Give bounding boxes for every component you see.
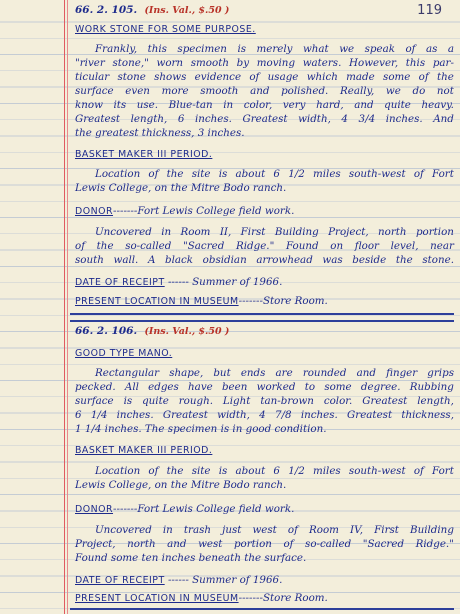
provenance-line: south wall. A black obsidian arrowhead was beside the stone. — [75, 254, 454, 266]
description-line: Greatest length, 6 inches. Greatest width, 4 3/4 inches. And — [75, 113, 454, 125]
museum-location-label: PRESENT LOCATION IN MUSEUM — [75, 296, 239, 307]
location-line: Location of the site is about 6 1/2 miles south-west of Fort — [95, 465, 454, 477]
museum-location-row: PRESENT LOCATION IN MUSEUM-------Store Room. — [75, 295, 328, 307]
culture-period: BASKET MAKER III PERIOD. — [75, 149, 213, 160]
entry-1-header — [75, 4, 454, 17]
receipt-row: DATE OF RECEIPT ------ Summer of 1966. — [75, 276, 283, 288]
donor-row: DONOR-------Fort Lewis College field work. — [75, 503, 295, 515]
description-line: "river stone," worn smooth by moving waters. However, this par- — [75, 57, 454, 69]
museum-location-row: PRESENT LOCATION IN MUSEUM-------Store Room. — [75, 592, 328, 604]
donor-label: DONOR — [75, 504, 114, 515]
receipt-label: DATE OF RECEIPT — [75, 277, 165, 288]
page-number: 119 — [417, 3, 442, 18]
location-line: Location of the site is about 6 1/2 miles south-west of Fort — [95, 168, 454, 180]
provenance-line: of the so-called "Sacred Ridge." Found on floor level, near — [75, 240, 454, 252]
donor-value: Fort Lewis College field work. — [137, 503, 295, 515]
catalog-number: 66. 2. 106. — [75, 325, 138, 337]
entry-title: WORK STONE FOR SOME PURPOSE. — [75, 24, 256, 35]
description-line: 1 1/4 inches. The specimen is in good condition. — [75, 423, 327, 435]
provenance-line: Uncovered in Room II, First Building Project, north portion — [95, 226, 454, 238]
museum-location-label: PRESENT LOCATION IN MUSEUM — [75, 593, 239, 604]
museum-location-value: Store Room. — [262, 295, 328, 307]
entry-title: GOOD TYPE MANO. — [75, 348, 173, 359]
donor-value: Fort Lewis College field work. — [137, 205, 295, 217]
donor-label: DONOR — [75, 206, 114, 217]
receipt-row: DATE OF RECEIPT ------ Summer of 1966. — [75, 574, 283, 586]
description-line: 6 1/4 inches. Greatest width, 4 7/8 inches. Greatest thickness, — [75, 409, 454, 421]
provenance-line: Found some ten inches beneath the surface. — [75, 552, 307, 564]
insurance-value: (Ins. Val., $.50 ) — [144, 5, 230, 16]
margin-rule — [64, 0, 65, 614]
receipt-value: Summer of 1966. — [192, 574, 283, 586]
description-line: ticular stone shows evidence of usage which made some of the — [75, 71, 454, 83]
receipt-label: DATE OF RECEIPT — [75, 575, 165, 586]
insurance-value: (Ins. Val., $.50 ) — [144, 326, 230, 337]
description-line: pecked. All edges have been worked to some degree. Rubbing — [75, 381, 454, 393]
description-line: know its use. Blue-tan in color, very hard, and quite heavy. — [75, 99, 454, 111]
entry-divider — [70, 608, 454, 614]
donor-row: DONOR-------Fort Lewis College field work. — [75, 205, 295, 217]
entry-divider — [70, 313, 454, 322]
provenance-line: Uncovered in trash just west of Room IV, First Building — [95, 524, 454, 536]
description-line: Frankly, this specimen is merely what we speak of as a — [95, 43, 454, 55]
location-line: Lewis College, on the Mitre Bodo ranch. — [75, 479, 287, 491]
receipt-value: Summer of 1966. — [192, 276, 283, 288]
description-line: surface even more smooth and polished. Really, we do not — [75, 85, 454, 97]
location-line: Lewis College, on the Mitre Bodo ranch. — [75, 182, 287, 194]
description-line: the greatest thickness, 3 inches. — [75, 127, 245, 139]
museum-location-value: Store Room. — [262, 592, 328, 604]
catalog-number: 66. 2. 105. — [75, 4, 138, 16]
margin-rule-inner — [67, 0, 68, 614]
provenance-line: Project, north and west portion of so-called "Sacred Ridge." — [75, 538, 454, 550]
entry-2-header — [75, 325, 454, 338]
description-line: surface is quite rough. Light tan-brown color. Greatest length, — [75, 395, 454, 407]
culture-period: BASKET MAKER III PERIOD. — [75, 445, 213, 456]
description-line: Rectangular shape, but ends are rounded and finger grips — [95, 367, 454, 379]
